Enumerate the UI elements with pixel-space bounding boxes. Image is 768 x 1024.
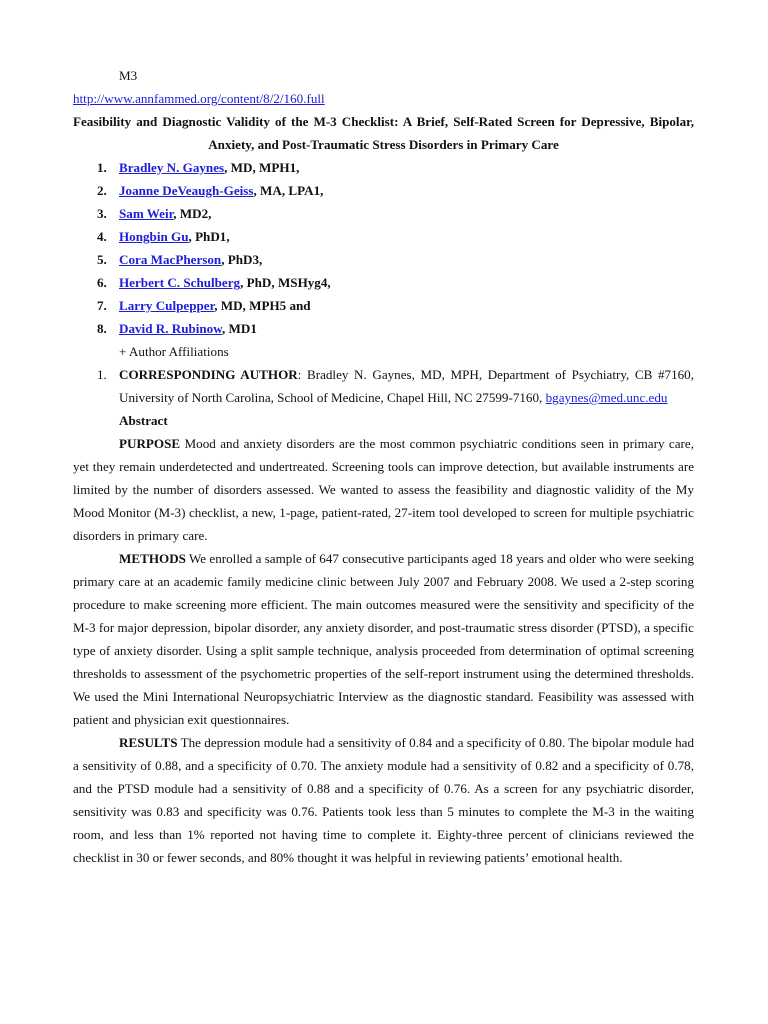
corresponding-author [73, 363, 694, 409]
methods-text: We enrolled a sample of 647 consecutive participants aged 18 years and older who were seeking primary care at an academic family medicine clinic between July 2007 and February 2008. We used a 2-step scoring procedure to make screening more efficient. The main outcomes measured were the sensitivity and specificity of the M-3 for major depression, bipolar disorder, any anxiety disorder, and post-traumatic stress disorder (PTSD), a specific type of anxiety disorder. Using a split sample technique, analysis proceeded from determination of optimal screening thresholds to assessment of the psychometric properties of the self-report instrument using the determined thresholds. We used the Mini International Neuropsychiatric Interview as the diagnostic standard. Feasibility was assessed with patient and physician exit questionnaires. [73, 551, 694, 727]
author-link[interactable]: Hongbin Gu [119, 229, 189, 244]
abstract-purpose [73, 432, 694, 547]
author-link[interactable]: Sam Weir [119, 206, 174, 221]
purpose-text: Mood and anxiety disorders are the most common psychiatric conditions seen in primary care, yet they remain underdetected and undertreated. Screening tools can improve detection, but available instruments are limited by the number of disorders assessed. We wanted to assess the feasibility and diagnostic validity of the My Mood Monitor (M-3) checklist, a new, 1-page, patient-rated, 27-item tool developed to screen for multiple psychiatric disorders in primary care. [73, 436, 694, 543]
corresponding-email-link[interactable]: bgaynes@med.unc.edu [545, 390, 668, 405]
author-link[interactable]: Joanne DeVeaugh-Geiss [119, 183, 254, 198]
author-item [73, 179, 694, 202]
corresponding-text: : Bradley N. Gaynes, MD, MPH, Department of Psychiatry, CB #7160, University of North Carolina, School of Medicine, Chapel Hill, NC 27599-7160, [119, 367, 694, 405]
author-item [73, 294, 694, 317]
author-number: 3. [97, 206, 107, 221]
corresponding-label: CORRESPONDING AUTHOR [119, 367, 298, 382]
author-item [73, 202, 694, 225]
author-item [73, 156, 694, 179]
author-item [73, 225, 694, 248]
author-affiliations-toggle[interactable]: + Author Affiliations [119, 344, 229, 359]
corresponding-number: 1. [97, 367, 107, 382]
author-credentials: , PhD3, [221, 252, 263, 267]
document-code: M3 [119, 68, 138, 83]
author-credentials: , PhD, MSHyg4, [240, 275, 331, 290]
article-title: Feasibility and Diagnostic Validity of the M-3 Checklist: A Brief, Self-Rated Screen for Depressive, Bipolar, Anxiety, and Post-Traumatic Stress Disorders in Primary Care [73, 114, 694, 152]
author-credentials: , PhD1, [188, 229, 230, 244]
abstract-methods [73, 547, 694, 731]
author-link[interactable]: Bradley N. Gaynes [119, 160, 225, 175]
author-number: 8. [97, 321, 107, 336]
author-link[interactable]: David R. Rubinow [119, 321, 222, 336]
article-url-link[interactable]: http://www.annfammed.org/content/8/2/160.full [73, 91, 325, 106]
purpose-label: PURPOSE [119, 436, 181, 451]
author-credentials: , MD1 [221, 321, 257, 336]
author-number: 4. [97, 229, 107, 244]
results-text: The depression module had a sensitivity of 0.84 and a specificity of 0.80. The bipolar module had a sensitivity of 0.88, and a specificity of 0.70. The anxiety module had a sensitivity of 0.82 and a specificity of 0.78, and the PTSD module had a sensitivity of 0.88 and a specificity of 0.76. As a screen for any psychiatric disorder, sensitivity was 0.83 and specificity was 0.76. Patients took less than 5 minutes to complete the M-3 in the waiting room, and less than 1% reported not having time to complete it. Eighty-three percent of clinicians reviewed the checklist in 30 or fewer seconds, and 80% thought it was helpful in reviewing patients’ emotional health. [73, 735, 694, 865]
abstract-results [73, 731, 694, 869]
author-number: 5. [97, 252, 107, 267]
author-number: 2. [97, 183, 107, 198]
author-link[interactable]: Larry Culpepper [119, 298, 215, 313]
author-link[interactable]: Herbert C. Schulberg [119, 275, 241, 290]
methods-label: METHODS [119, 551, 186, 566]
author-credentials: , MA, LPA1, [253, 183, 324, 198]
author-number: 6. [97, 275, 107, 290]
results-label: RESULTS [119, 735, 178, 750]
author-credentials: , MD2, [173, 206, 212, 221]
author-credentials: , MD, MPH5 and [214, 298, 311, 313]
author-list [73, 156, 694, 340]
author-item [73, 317, 694, 340]
author-credentials: , MD, MPH1, [224, 160, 300, 175]
author-number: 1. [97, 160, 107, 175]
author-item [73, 271, 694, 294]
author-number: 7. [97, 298, 107, 313]
author-item [73, 248, 694, 271]
author-link[interactable]: Cora MacPherson [119, 252, 222, 267]
corresponding-body [119, 363, 694, 409]
abstract-heading: Abstract [119, 413, 168, 428]
